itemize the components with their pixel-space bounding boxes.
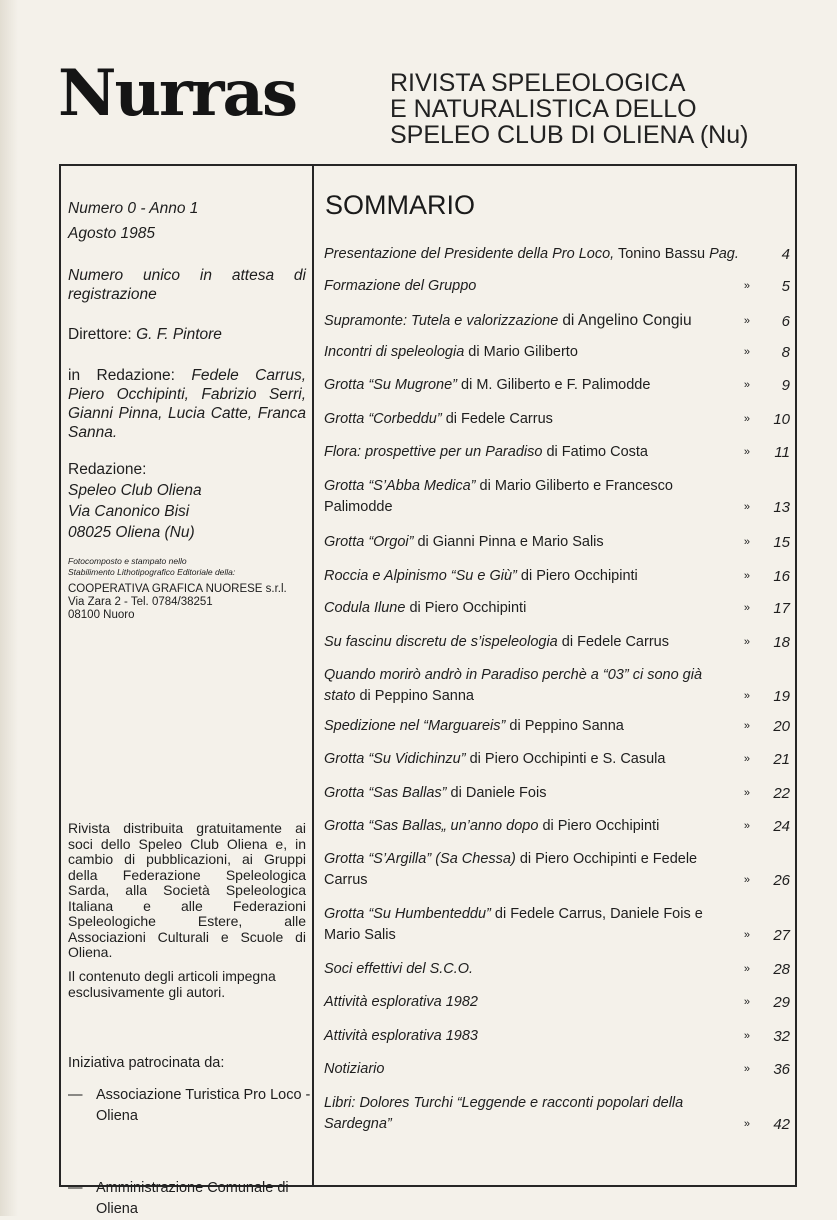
- toc-ditto-mark: »: [743, 446, 750, 458]
- toc-entry-author: di Gianni Pinna e Mario Salis: [417, 534, 604, 550]
- issue-number: Numero 0 - Anno 1: [68, 200, 199, 217]
- toc-entry[interactable]: [324, 816, 790, 837]
- toc-entry[interactable]: [324, 244, 790, 265]
- toc-entry[interactable]: [324, 632, 790, 653]
- toc-ditto-mark: »: [743, 636, 750, 648]
- toc-entry-title: Grotta “S’Argilla” (Sa Chessa): [324, 851, 516, 867]
- toc-ditto-mark: »: [743, 602, 750, 614]
- distribution-note: Rivista distribuita gratuitamente ai soci dello Speleo Club Oliena e, in cambio di pubblicazioni, ai Gruppi della Federazione Speleologica Sarda, alla Società Speleologica Italiana e alle Federazioni Speleologiche Estere, alle Associazioni Culturali e Scuole di Oliena.: [68, 820, 306, 960]
- redazione-address-line: 08025 Oliena (Nu): [68, 524, 195, 541]
- redazione-label: Redazione:: [68, 461, 147, 478]
- toc-entry-title: Formazione del Gruppo: [324, 278, 477, 294]
- toc-entry[interactable]: [324, 904, 790, 946]
- toc-entry[interactable]: [324, 310, 790, 332]
- toc-entry-title: Soci effettivi del S.C.O.: [324, 961, 474, 977]
- toc-entry-title: Attività esplorativa 1983: [324, 1028, 478, 1044]
- toc-ditto-mark: »: [743, 315, 750, 327]
- toc-entry-title: Grotta “Orgoi”: [324, 534, 414, 550]
- toc-page-number: 32: [773, 1028, 790, 1045]
- toc-page-number: 11: [774, 444, 790, 461]
- magazine-logo: Nurras: [58, 56, 296, 131]
- toc-page-number: 8: [781, 344, 790, 361]
- toc-entry-title: Grotta “Su Vidichinzu”: [324, 751, 466, 767]
- toc-page-number: 18: [773, 634, 790, 651]
- toc-entry-author: di Fedele Carrus: [445, 411, 553, 427]
- toc-entry-title: Grotta “Sas Ballas„ un’anno dopo: [324, 818, 539, 834]
- toc-entry-author: di Piero Occhipinti: [520, 568, 638, 584]
- toc-entry-author: di Mario Giliberto: [468, 344, 578, 360]
- toc-entry-title: Su fascinu discretu de s’ispeleologia: [324, 634, 558, 650]
- toc-page-number: 19: [773, 688, 790, 705]
- toc-entry-title: Grotta “Sas Ballas”: [324, 785, 447, 801]
- toc-ditto-mark: »: [743, 570, 750, 582]
- toc-entry-title: Grotta “S’Abba Medica”: [324, 478, 476, 494]
- patron-name: Amministrazione Comunale di Oliena: [96, 1180, 289, 1217]
- column-divider: [312, 164, 314, 1187]
- toc-entry-author: di M. Giliberto e F. Palimodde: [461, 377, 651, 393]
- toc-ditto-mark: »: [743, 280, 750, 292]
- toc-ditto-mark: »: [743, 874, 750, 886]
- subtitle-line: E NATURALISTICA DELLO: [390, 95, 697, 123]
- toc-entry-author: di Piero Occhipinti: [409, 600, 527, 616]
- director-label: Direttore:: [68, 326, 132, 343]
- toc-page-number: 28: [773, 961, 790, 978]
- toc-page-number: 13: [773, 499, 790, 516]
- toc-ditto-mark: »: [743, 720, 750, 732]
- magazine-subtitle: [390, 70, 748, 148]
- subtitle-line: SPELEO CLUB DI OLIENA (Nu): [390, 121, 749, 149]
- toc-entry-title: Supramonte: Tutela e valorizzazione: [324, 313, 559, 329]
- toc-ditto-mark: »: [743, 501, 750, 513]
- toc-entry-title: Attività esplorativa 1982: [324, 994, 478, 1010]
- toc-page-number: 10: [773, 411, 790, 428]
- toc-ditto-mark: »: [743, 1118, 750, 1130]
- toc-entry-title: Spedizione nel “Marguareis”: [324, 718, 506, 734]
- patron-item: [68, 1085, 334, 1127]
- patron-name: Associazione Turistica Pro Loco - Oliena: [96, 1087, 311, 1124]
- toc-entry[interactable]: [324, 532, 790, 553]
- printer-address-line: Via Zara 2 - Tel. 0784/38251: [68, 596, 213, 608]
- toc-entry-author: di Piero Occhipinti e S. Casula: [469, 751, 666, 767]
- staff-names: Fedele Carrus, Piero Occhipinti, Fabrizio Serri, Gianni Pinna, Lucia Catte, Franca Sanna.: [68, 367, 306, 441]
- toc-page-number: 9: [781, 377, 790, 394]
- dash-bullet: —: [68, 1087, 83, 1103]
- toc-ditto-mark: »: [743, 753, 750, 765]
- toc-entry[interactable]: [324, 783, 790, 804]
- toc-entry-author: di Fedele Carrus: [561, 634, 669, 650]
- toc-page-number: 16: [773, 568, 790, 585]
- toc-entry-title: Incontri di speleologia: [324, 344, 465, 360]
- toc-page-number: 15: [773, 534, 790, 551]
- toc-entry-title: Codula Ilune: [324, 600, 406, 616]
- toc-entry[interactable]: [324, 476, 790, 518]
- dash-bullet: —: [68, 1180, 83, 1196]
- toc-entry-author: di Piero Occhipinti: [542, 818, 660, 834]
- toc-entry[interactable]: [324, 409, 790, 430]
- toc-page-number: 26: [773, 872, 790, 889]
- toc-ditto-mark: »: [743, 929, 750, 941]
- toc-ditto-mark: »: [743, 346, 750, 358]
- printer-name: COOPERATIVA GRAFICA NUORESE s.r.l.: [68, 583, 287, 595]
- printer-note-line: Fotocomposto e stampato nello: [68, 556, 187, 566]
- redazione-address-line: Via Canonico Bisi: [68, 503, 190, 520]
- toc-entry[interactable]: [324, 598, 790, 619]
- toc-page-number: 5: [781, 278, 790, 295]
- toc-entry[interactable]: [324, 992, 790, 1013]
- toc-entry-author: di Angelino Congiu: [562, 312, 692, 329]
- staff-label: in Redazione:: [68, 367, 175, 384]
- toc-ditto-mark: »: [743, 1063, 750, 1075]
- redazione-address-line: Speleo Club Oliena: [68, 482, 202, 499]
- toc-entry[interactable]: [324, 1026, 790, 1047]
- toc-entry[interactable]: [324, 375, 790, 396]
- toc-entry-title: Notiziario: [324, 1061, 385, 1077]
- toc-entry-title: Roccia e Alpinismo “Su e Giù”: [324, 568, 517, 584]
- director-credit: [68, 325, 306, 344]
- toc-ditto-mark: »: [743, 820, 750, 832]
- toc-page-number: 6: [781, 313, 790, 330]
- toc-entry-author: di Mario Giliberto e Francesco Palimodde: [324, 478, 673, 515]
- toc-ditto-mark: »: [743, 536, 750, 548]
- toc-entry-title: Libri: Dolores Turchi “Leggende e racconti popolari della Sardegna”: [324, 1095, 684, 1132]
- toc-page-number: 21: [773, 751, 790, 768]
- toc-ditto-mark: »: [743, 413, 750, 425]
- toc-entry[interactable]: [324, 1093, 790, 1135]
- toc-entry-title: Presentazione del Presidente della Pro Loco,: [324, 246, 615, 262]
- toc-page-number: 20: [773, 718, 790, 735]
- toc-ditto-mark: »: [743, 996, 750, 1008]
- toc-ditto-mark: »: [743, 690, 750, 702]
- toc-page-number: 36: [773, 1061, 790, 1078]
- issue-date: Agosto 1985: [68, 225, 156, 242]
- toc-entry[interactable]: [324, 276, 790, 297]
- printer-note-line: Stabilimento Lithotipografico Editoriale della:: [68, 567, 236, 577]
- director-name: G. F. Pintore: [136, 326, 222, 343]
- toc-entry[interactable]: [324, 959, 790, 980]
- toc-entry[interactable]: [324, 849, 790, 891]
- toc-entry-title: Grotta “Corbeddu”: [324, 411, 442, 427]
- toc-entry-author: di Daniele Fois: [450, 785, 547, 801]
- registration-note: Numero unico in attesa di registrazione: [68, 267, 306, 303]
- toc-entry[interactable]: [324, 716, 790, 737]
- subtitle-line: RIVISTA SPELEOLOGICA: [390, 69, 686, 97]
- toc-entry-author: Tonino Bassu: [617, 246, 706, 262]
- toc-page-number: 29: [773, 994, 790, 1011]
- toc-ditto-mark: »: [743, 379, 750, 391]
- disclaimer-note: Il contenuto degli articoli impegna esclusivamente gli autori.: [68, 968, 276, 1000]
- toc-entry-title: Flora: prospettive per un Paradiso: [324, 444, 543, 460]
- toc-entry-author: di Fedele Carrus, Daniele Fois e Mario Salis: [324, 906, 703, 943]
- toc-entry-author: di Fatimo Costa: [546, 444, 648, 460]
- toc-entry-title: Quando morirò andrò in Paradiso perchè a “03” ci sono già stato: [324, 667, 703, 704]
- toc-title: SOMMARIO: [325, 190, 476, 220]
- editorial-staff: [68, 366, 306, 442]
- toc-entry[interactable]: [324, 1059, 790, 1080]
- toc-ditto-mark: »: [743, 787, 750, 799]
- printer-address-line: 08100 Nuoro: [68, 609, 135, 621]
- toc-entry-author: di Peppino Sanna: [509, 718, 624, 734]
- toc-entry-author: di Peppino Sanna: [359, 688, 474, 704]
- toc-ditto-mark: »: [743, 1030, 750, 1042]
- toc-page-number: 24: [773, 818, 790, 835]
- toc-entry-title: Grotta “Su Mugrone”: [324, 377, 457, 393]
- toc-entry-author: di Piero Occhipinti e Fedele Carrus: [324, 851, 698, 888]
- toc-entry-ref: Pag.: [709, 246, 739, 262]
- toc-entry[interactable]: [324, 566, 790, 587]
- patronage-label: Iniziativa patrocinata da:: [68, 1055, 225, 1071]
- toc-entry[interactable]: [324, 665, 790, 707]
- toc-entry[interactable]: [324, 442, 790, 463]
- toc-page-number: 22: [773, 785, 790, 802]
- toc-page-number: 42: [773, 1116, 790, 1133]
- toc-page-number: 17: [773, 600, 790, 617]
- patron-item: [68, 1178, 334, 1220]
- toc-entry-title: Grotta “Su Humbenteddu”: [324, 906, 491, 922]
- toc-entry[interactable]: [324, 749, 790, 770]
- toc-page-number: 27: [773, 927, 790, 944]
- paper-edge-shadow: [0, 0, 18, 1216]
- toc-ditto-mark: »: [743, 963, 750, 975]
- toc-page-number: 4: [781, 246, 790, 263]
- toc-entry[interactable]: [324, 342, 790, 363]
